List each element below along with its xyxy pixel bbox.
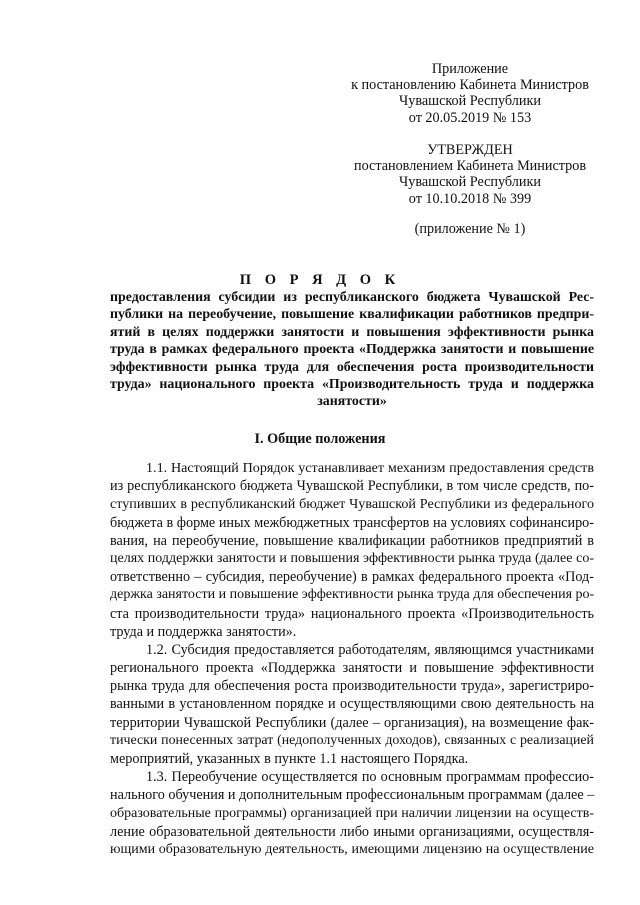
body-line: нального обучения и дополнительным профессиональным программам (далее –: [110, 787, 595, 804]
subtitle-line: труда в рамках федерального проекта «Поддержка занятости и повышение: [110, 342, 594, 358]
body-line: ста производительности труда» национального проекта «Производительность: [110, 605, 594, 622]
body-line: 1.2. Субсидия предоставляется работодателям, являющимся участниками: [146, 641, 594, 658]
approved-block: [340, 142, 600, 237]
body-line: мероприятий, указанных в пункте 1.1 настоящего Порядка.: [110, 751, 469, 767]
body-line: ление образовательной деятельности либо иными организациями, осуществля-: [110, 823, 594, 840]
approved-line: УТВЕРЖДЕН: [427, 142, 513, 158]
appendix-line: Приложение: [431, 61, 509, 77]
body-line: рынка труда для обеспечения роста производительности труда», зарегистриро-: [110, 678, 594, 695]
appendix-line: от 20.05.2019 № 153: [408, 109, 532, 126]
body-line: территории Чувашской Республики (далее – организация), на возмещение фак-: [110, 714, 594, 731]
body-line: вания, на переобучение, повышение квалификации работников предприятий в: [110, 532, 594, 549]
document-title: П О Р Я Д О К: [239, 272, 401, 288]
body-line: ступивших в республиканский бюджет Чувашской Республики из федерального: [110, 496, 594, 513]
appendix-line: Чувашской Республики: [399, 93, 541, 110]
body-line: труда и поддержка занятости».: [110, 623, 297, 640]
body-line: бюджета в форме иных межбюджетных трансфертов на условиях софинансиро-: [110, 514, 594, 531]
approved-line: от 10.10.2018 № 399: [408, 190, 532, 207]
subtitle-line: публики на переобучение, повышение квалификации работников предпри-: [110, 307, 594, 323]
body-line: ответственно – субсидия, переобучение) в рамках федерального проекта «Под-: [110, 569, 594, 586]
document-body: [110, 459, 594, 859]
body-line: ющими образовательную деятельность, имеющими лицензию на осуществление: [110, 841, 594, 857]
body-line: из республиканского бюджета Чувашской Республики, в том числе средств, по-: [110, 478, 594, 495]
body-line: ванными в установленном порядке и осуществляющими свою деятельность на: [110, 696, 594, 713]
approved-line: Чувашской Республики: [399, 174, 541, 191]
body-line: держка занятости и повышение эффективности рынка труда для обеспечения ро-: [110, 587, 595, 603]
subtitle-line: предоставления субсидии из республиканского бюджета Чувашской Рес-: [110, 290, 594, 305]
section-title: I. Общие положения: [254, 431, 386, 447]
body-line: регионального проекта «Поддержка занятости и повышение эффективности: [110, 660, 594, 677]
subtitle-line: труда» национального проекта «Производительность труда и поддержка: [110, 377, 594, 393]
subtitle-line: ятий в целях поддержки занятости и повышения эффективности рынка: [110, 324, 594, 340]
appendix-block: [340, 61, 600, 126]
approved-line: постановлением Кабинета Министров: [353, 158, 587, 175]
body-line: образовательные программы) организацией при наличии лицензии на осуществ-: [110, 805, 594, 821]
document-subtitle: [110, 289, 594, 411]
annex-note: (приложение № 1): [414, 220, 526, 237]
body-line: 1.3. Переобучение осуществляется по основным программам профессио-: [146, 769, 594, 786]
body-line: тически понесенных затрат (недополученных доходов), связанных с реализацией: [110, 732, 594, 748]
body-line: 1.1. Настоящий Порядок устанавливает механизм предоставления средств: [146, 460, 594, 476]
subtitle-line: эффективности рынка труда для обеспечения роста производительности: [110, 359, 594, 375]
body-line: целях поддержки занятости и повышения эффективности рынка труда (далее со-: [110, 550, 594, 566]
subtitle-line: занятости»: [317, 394, 387, 410]
appendix-line: к постановлению Кабинета Министров: [351, 77, 589, 94]
